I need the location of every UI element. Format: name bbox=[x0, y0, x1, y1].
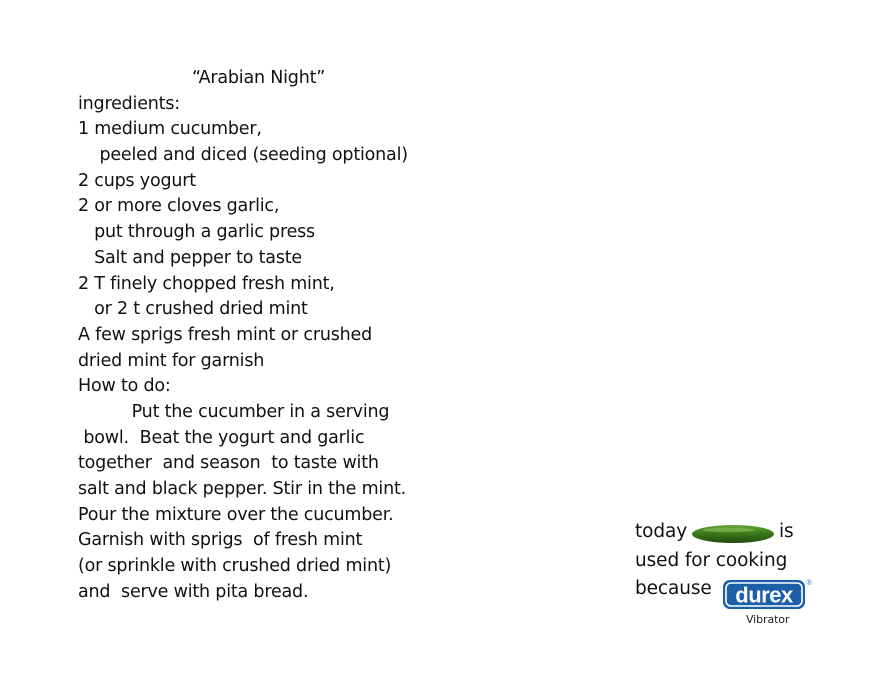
ad-line-3 bbox=[635, 575, 812, 608]
recipe-line: or 2 t crushed dried mint bbox=[78, 299, 308, 320]
ad-word-is: is bbox=[779, 521, 794, 542]
registered-mark: ® bbox=[806, 580, 812, 587]
ad-line-2: used for cooking bbox=[635, 549, 788, 571]
recipe-line: peeled and diced (seeding optional) bbox=[78, 145, 408, 166]
recipe-line: 1 medium cucumber, bbox=[78, 119, 262, 140]
recipe-line: together and season to taste with bbox=[78, 453, 379, 474]
cucumber-icon bbox=[691, 524, 775, 544]
recipe-line: 2 or more cloves garlic, bbox=[78, 196, 280, 217]
recipe-line: and serve with pita bread. bbox=[78, 581, 309, 602]
ad-caption: Vibrator bbox=[746, 613, 790, 626]
recipe-line: bowl. Beat the yogurt and garlic bbox=[78, 427, 365, 448]
recipe-line: salt and black pepper. Stir in the mint. bbox=[78, 479, 407, 499]
ad-word-today: today bbox=[635, 521, 688, 542]
recipe-line: put through a garlic press bbox=[78, 222, 315, 243]
ad-word-because: because bbox=[635, 578, 712, 599]
ad-block bbox=[635, 518, 812, 626]
recipe-line: A few sprigs fresh mint or crushed bbox=[78, 324, 372, 345]
recipe-text bbox=[78, 66, 408, 605]
recipe-line: (or sprinkle with crushed dried mint) bbox=[78, 556, 392, 577]
recipe-line: 2 T finely chopped fresh mint, bbox=[78, 273, 335, 294]
durex-logo-text: durex bbox=[735, 582, 793, 608]
recipe-line: 2 cups yogurt bbox=[78, 170, 196, 191]
ad-line-1 bbox=[635, 518, 794, 547]
recipe-line: Salt and pepper to taste bbox=[78, 247, 302, 268]
recipe-line: Garnish with sprigs of fresh mint bbox=[78, 530, 363, 551]
recipe-line: Put the cucumber in a serving bbox=[78, 401, 390, 422]
recipe-line: Pour the mixture over the cucumber. bbox=[78, 504, 394, 525]
recipe-line: How to do: bbox=[78, 376, 171, 397]
recipe-title: “Arabian Night” bbox=[192, 68, 326, 88]
durex-logo bbox=[722, 577, 814, 611]
recipe-line: dried mint for garnish bbox=[78, 350, 265, 371]
recipe-line: ingredients: bbox=[78, 93, 180, 114]
